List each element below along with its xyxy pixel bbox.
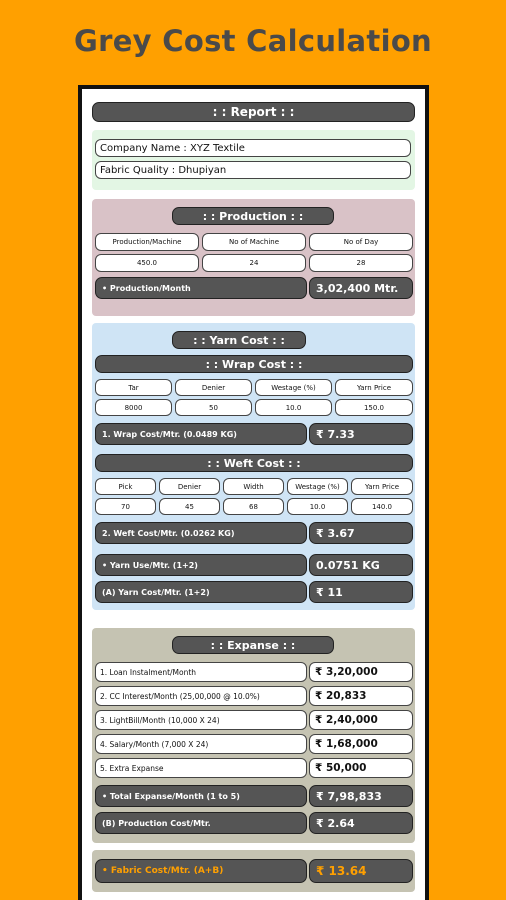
wrap-label-westage: Westage (%) bbox=[255, 379, 332, 396]
weft-value-denier[interactable]: 45 bbox=[159, 498, 220, 515]
wrap-label-price: Yarn Price bbox=[335, 379, 413, 396]
production-month-label: • Production/Month bbox=[95, 277, 307, 299]
report-section bbox=[92, 130, 415, 190]
wrap-value-westage[interactable]: 10.0 bbox=[255, 399, 332, 416]
production-cost-value: ₹ 2.64 bbox=[309, 812, 413, 834]
wrap-value-price[interactable]: 150.0 bbox=[335, 399, 413, 416]
expanse-item-label: 3. LightBill/Month (10,000 X 24) bbox=[95, 710, 307, 730]
wrap-cost-label: 1. Wrap Cost/Mtr. (0.0489 KG) bbox=[95, 423, 307, 445]
weft-label-westage: Westage (%) bbox=[287, 478, 348, 495]
app-title: Grey Cost Calculation bbox=[73, 24, 432, 58]
wrap-value-denier[interactable]: 50 bbox=[175, 399, 252, 416]
production-value-machine[interactable]: 450.0 bbox=[95, 254, 199, 272]
production-month-value: 3,02,400 Mtr. bbox=[309, 277, 413, 299]
report-screen bbox=[82, 89, 425, 900]
phone-frame bbox=[78, 85, 429, 900]
yarn-cost-label: (A) Yarn Cost/Mtr. (1+2) bbox=[95, 581, 307, 603]
report-header: : : Report : : bbox=[92, 102, 415, 122]
yarn-cost-value: ₹ 11 bbox=[309, 581, 413, 603]
fabric-cost-label: • Fabric Cost/Mtr. (A+B) bbox=[95, 859, 307, 883]
weft-value-pick[interactable]: 70 bbox=[95, 498, 156, 515]
yarn-use-label: • Yarn Use/Mtr. (1+2) bbox=[95, 554, 307, 576]
wrap-value-tar[interactable]: 8000 bbox=[95, 399, 172, 416]
total-expanse-label: • Total Expanse/Month (1 to 5) bbox=[95, 785, 307, 807]
weft-label-pick: Pick bbox=[95, 478, 156, 495]
production-value-machines[interactable]: 24 bbox=[202, 254, 306, 272]
wrap-cost-value: ₹ 7.33 bbox=[309, 423, 413, 445]
production-value-days[interactable]: 28 bbox=[309, 254, 413, 272]
expanse-item-label: 5. Extra Expanse bbox=[95, 758, 307, 778]
weft-value-price[interactable]: 140.0 bbox=[351, 498, 413, 515]
expanse-item-value[interactable]: ₹ 20,833 bbox=[309, 686, 413, 706]
expanse-item-value[interactable]: ₹ 3,20,000 bbox=[309, 662, 413, 682]
total-expanse-value: ₹ 7,98,833 bbox=[309, 785, 413, 807]
fabric-cost-value: ₹ 13.64 bbox=[309, 859, 413, 883]
yarn-use-value: 0.0751 KG bbox=[309, 554, 413, 576]
production-section bbox=[92, 199, 415, 316]
weft-cost-value: ₹ 3.67 bbox=[309, 522, 413, 544]
weft-label-width: Width bbox=[223, 478, 284, 495]
expanse-item-value[interactable]: ₹ 50,000 bbox=[309, 758, 413, 778]
expanse-header: : : Expanse : : bbox=[172, 636, 334, 654]
yarn-header: : : Yarn Cost : : bbox=[172, 331, 306, 349]
expanse-section bbox=[92, 628, 415, 843]
weft-header: : : Weft Cost : : bbox=[95, 454, 413, 472]
production-label-machines: No of Machine bbox=[202, 233, 306, 251]
weft-cost-label: 2. Weft Cost/Mtr. (0.0262 KG) bbox=[95, 522, 307, 544]
fabric-quality-field: Fabric Quality : Dhupiyan bbox=[95, 161, 411, 179]
production-cost-label: (B) Production Cost/Mtr. bbox=[95, 812, 307, 834]
fabric-section bbox=[92, 850, 415, 892]
weft-value-westage[interactable]: 10.0 bbox=[287, 498, 348, 515]
production-header: : : Production : : bbox=[172, 207, 334, 225]
expanse-item-label: 4. Salary/Month (7,000 X 24) bbox=[95, 734, 307, 754]
expanse-item-value[interactable]: ₹ 1,68,000 bbox=[309, 734, 413, 754]
production-label-days: No of Day bbox=[309, 233, 413, 251]
expanse-item-label: 1. Loan Instalment/Month bbox=[95, 662, 307, 682]
expanse-item-label: 2. CC Interest/Month (25,00,000 @ 10.0%) bbox=[95, 686, 307, 706]
expanse-item-value[interactable]: ₹ 2,40,000 bbox=[309, 710, 413, 730]
wrap-header: : : Wrap Cost : : bbox=[95, 355, 413, 373]
yarn-section bbox=[92, 323, 415, 610]
production-label-machine: Production/Machine bbox=[95, 233, 199, 251]
weft-label-denier: Denier bbox=[159, 478, 220, 495]
weft-value-width[interactable]: 68 bbox=[223, 498, 284, 515]
company-name-field: Company Name : XYZ Textile bbox=[95, 139, 411, 157]
wrap-label-tar: Tar bbox=[95, 379, 172, 396]
wrap-label-denier: Denier bbox=[175, 379, 252, 396]
weft-label-price: Yarn Price bbox=[351, 478, 413, 495]
